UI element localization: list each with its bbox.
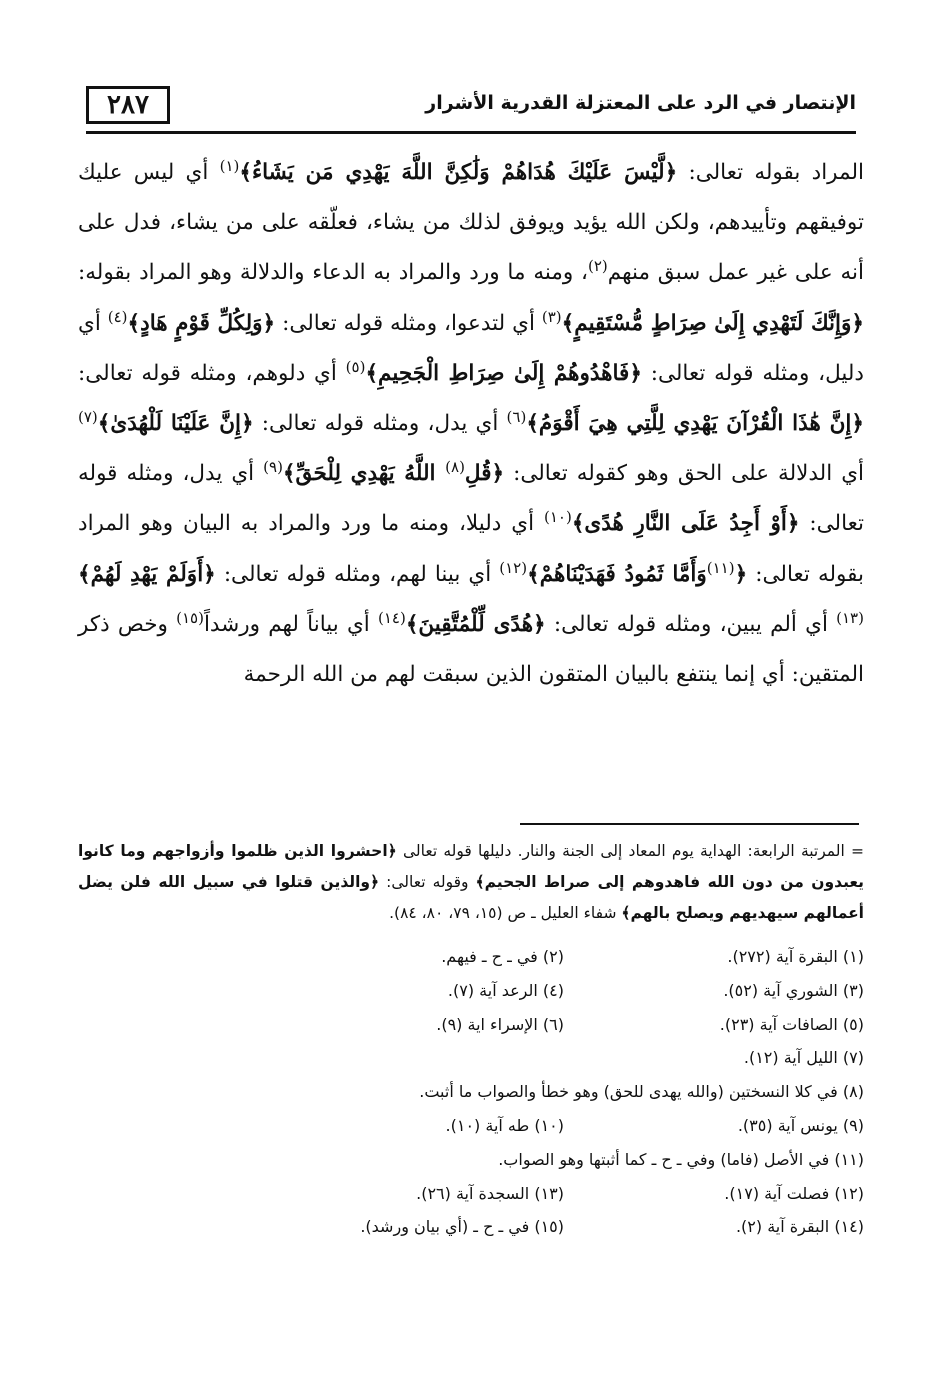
footnote: (٣) الشوري آية (٥٢). — [723, 980, 864, 1000]
footnote-ref: (٢) — [587, 257, 608, 276]
footnote-row — [78, 1041, 864, 1075]
footnote-ref: (١) — [219, 156, 240, 175]
footnote-row — [78, 1109, 864, 1143]
quran-verse: ﴿إِنَّ عَلَيْنَا لَلْهُدَىٰ﴾ — [97, 411, 254, 437]
footnote-ref: (٨) — [445, 458, 465, 477]
body-segment: أي بينا لهم، ومثله قوله تعالى: — [215, 561, 500, 587]
footnote-quote: ﴿والذين قتلوا في سبيل الله فلن يضل أعمالهم سيهديهم ويصلح بالهم﴾ — [78, 873, 864, 922]
footnote-ref: (١٣) — [836, 608, 864, 627]
footnote: (١٥) في ـ ح ـ (أي بيان ورشد). — [360, 1217, 564, 1237]
footnote: (٢) في ـ ح ـ فيهم. — [441, 947, 564, 966]
footnote-segment: شفاء العليل ـ ص (١٥، ٧٩، ٨٠، ٨٤). — [389, 904, 622, 922]
footnote: (١٣) السجدة آية (٢٦). — [416, 1183, 564, 1203]
footnote: (٥) الصافات آية (٢٣). — [719, 1014, 864, 1034]
footnote-rule — [520, 823, 859, 825]
body-segment: أي الدلالة على الحق وهو كقوله تعالى: — [504, 461, 864, 487]
footnote: (٦) الإسراء اية (٩). — [436, 1014, 564, 1034]
quran-verse: ﴿لَّيْسَ عَلَيْكَ هُدَاهُمْ وَلَٰكِنَّ اللَّهَ يَهْدِي مَن يَشَاءُ﴾ — [239, 160, 678, 185]
footnote-ref: (١٤) — [377, 608, 406, 627]
footnote-ref: (١٠) — [543, 508, 572, 527]
page-header — [86, 86, 856, 128]
body-segment: أي بياناً لهم ورشداً — [203, 611, 378, 637]
footnote-ref: (١١) — [706, 558, 735, 577]
body-segment: أي دليل، ومثله قوله تعالى: — [78, 310, 864, 386]
footnote: (٩) يونس آية (٣٥). — [737, 1115, 864, 1135]
quran-verse: وَأَمَّا ثَمُودُ فَهَدَيْنَاهُمْ﴾ — [527, 561, 707, 587]
footnote-ref: (٣) — [541, 307, 562, 326]
footnote: (٨) في كلا النسختين (والله يهدى للحق) وهو خطأ والصواب ما أثبت. — [419, 1082, 864, 1102]
quran-verse: ﴿ — [734, 561, 748, 587]
quran-verse: ﴿أَوَلَمْ يَهْدِ لَهُمْ﴾ — [78, 561, 216, 587]
quran-verse: ﴿أَوْ أَجِدُ عَلَى النَّارِ هُدًى﴾ — [571, 511, 800, 537]
footnote-row — [78, 974, 864, 1008]
footnote: (١) البقرة آية (٢٧٢). — [727, 947, 864, 966]
footnote-ref: (١٥) — [176, 608, 204, 627]
body-segment: وخص ذكر المتقين: أي إنما ينتفع بالبيان المتقون الذين سبقت لهم من الله الرحمة — [78, 611, 864, 688]
footnote-ref: (٧) — [78, 407, 98, 426]
quran-verse: ﴿إِنَّ هَٰذَا الْقُرْآنَ يَهْدِي لِلَّتِي هِيَ أَقْوَمُ﴾ — [526, 411, 864, 437]
footnotes-list — [78, 940, 864, 1244]
quran-verse: ﴿وَلِكُلِّ قَوْمٍ هَادٍ﴾ — [127, 310, 276, 336]
quran-verse: ﴿وَإِنَّكَ لَتَهْدِي إِلَىٰ صِرَاطٍ مُّسْتَقِيمٍ﴾ — [561, 310, 864, 336]
footnote: (٤) الرعد آية (٧). — [447, 980, 564, 1000]
footnote-continuation — [78, 836, 864, 929]
footnote-row — [78, 1143, 864, 1177]
running-title: الإنتصار في الرد على المعتزلة القدرية الأشرار — [425, 92, 856, 114]
footnote-row — [78, 1075, 864, 1109]
footnote: (٧) الليل آية (١٢). — [743, 1048, 864, 1068]
header-rule — [86, 131, 856, 134]
footnote-row — [78, 1177, 864, 1211]
body-segment: أي دليلا، ومنه ما ورد والمراد به البيان وهو المراد بقوله تعالى: — [78, 511, 864, 587]
body-segment: أي يدل، ومثله قوله تعالى: — [253, 411, 507, 437]
footnote-row — [78, 1008, 864, 1042]
footnote-quote: ﴿احشروا الذين ظلموا وأزواجهم وما كانوا يعبدون من دون الله فاهدوهم إلى صراط الجحيم﴾ — [78, 842, 865, 891]
main-text — [78, 148, 864, 700]
footnote-ref: (٤) — [107, 307, 128, 326]
footnote-row — [78, 1210, 864, 1244]
body-segment: أي لتدعوا، ومثله قوله تعالى: — [275, 310, 542, 336]
body-segment: أي ألم يبين، ومثله قوله تعالى: — [545, 611, 837, 637]
quran-verse: ﴿فَاهْدُوهُمْ إِلَىٰ صِرَاطِ الْجَحِيمِ﴾ — [365, 360, 642, 386]
footnote: (١٢) فصلت آية (١٧). — [724, 1183, 864, 1203]
body-segment: أي يدل، ومثله قوله تعالى: — [78, 461, 864, 537]
footnote-ref: (٩) — [263, 458, 283, 477]
footnote-ref: (٦) — [506, 407, 527, 426]
body-segment: أي ليس عليك توفيقهم وتأييدهم، ولكن الله يؤيد ويوفق لذلك من يشاء، فعلّقه على من يشاء، فدل على أنه على غير عمل سبق منهم — [78, 160, 864, 286]
page-number: ٢٨٧ — [86, 86, 170, 124]
body-segment: ، ومنه ما ورد والمراد به الدعاء والدلالة وهو المراد بقوله: — [78, 260, 588, 286]
footnote: (١٠) طه آية (١٠). — [445, 1115, 564, 1135]
body-segment: أي دلوهم، ومثله قوله تعالى: — [78, 360, 346, 386]
body-segment: المراد بقوله تعالى: — [677, 160, 864, 185]
footnote-ref: (١٢) — [499, 558, 528, 577]
footnote: (١٤) البقرة آية (٢). — [735, 1217, 864, 1237]
footnote-ref: (٥) — [345, 357, 366, 376]
quran-verse: اللَّهُ يَهْدِي لِلْحَقِّ﴾ — [282, 461, 446, 487]
footnote-segment: = المرتبة الرابعة: الهداية يوم المعاد إلى الجنة والنار. دليلها قوله تعالى — [396, 842, 864, 860]
quran-verse: ﴿هُدًى لِّلْمُتَّقِينَ﴾ — [405, 611, 546, 637]
footnote: (١١) في الأصل (فاما) وفي ـ ح ـ كما أثبتها وهو الصواب. — [498, 1149, 864, 1169]
footnote-row — [78, 940, 864, 974]
footnote-segment: وقوله تعالى: — [379, 873, 476, 891]
quran-verse: ﴿قُلِ — [464, 461, 505, 487]
